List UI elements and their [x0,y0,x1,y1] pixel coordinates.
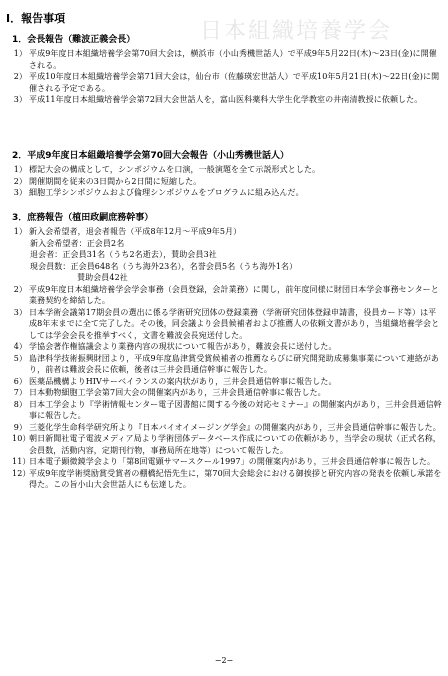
document-title: Ⅰ．報告事項 [6,12,66,25]
section-title: 3．庶務報告（植田政嗣庶務幹事） [12,213,154,223]
item-number: 10） [12,434,31,443]
item-text: 標記大会の構成として，シンポジウムを口演，一般演題を全て示説形式とした。 [29,165,321,174]
item-number: 3） [13,307,27,317]
item-text: 平成11年度日本組織培養学会第72回大会世話人を，富山医科薬科大学生化学教室の井南清教授に依頼した。 [29,95,423,104]
item-text: 平成10年度日本組織培養学会第71回大会は，仙台市（佐藤瑛宏世話人）で平成10年5月21日(木)〜22日(金)に開催される予定である。 [29,72,440,93]
section-title: 2．平成9年度日本組織培養学会第70回大会報告（小山秀機世話人） [12,151,290,161]
list-item [12,226,442,284]
item-text: 学協会著作権協議会より業務内容の現状について報告があり，難波会長に送付した。 [29,342,337,351]
item-text: 島津科学技術振興財団より，平成9年度島津賞受賞候補者の推薦ならびに研究開発助成募集事業について連絡があり，前者は難波会長に依頼，後者は三井会員通信幹事に報告した。 [29,353,440,374]
member-line: 賛助会員42社 [77,273,128,282]
page-number: −2− [214,656,234,665]
list-item [12,341,442,353]
item-number: 9） [13,422,27,432]
item-text: 新入会希望者，退会者報告（平成8年12月〜平成9年5月） [29,227,242,236]
item-text: 平成9年度学術奨励賞受賞者の棚橋紀悟先生に，第70回大会総会における御挨拶と研究内容の発表を依頼し承諾を得た。この旨小山大会世話人にも伝達した。 [29,468,442,489]
item-text: 平成9年度日本組織培養学会第70回大会は，横浜市（小山秀機世話人）で平成9年5月22日(木)〜23日(金)に開催される。 [29,49,437,70]
item-text: 朝日新聞社電子電波メディア局より学術団体データベース作成についての依頼があり，当学会の現状（正式名称，会員数，活動内容，定期刊行物，事務局所在地等）について報告した。 [29,434,441,455]
item-number: 1） [13,49,27,58]
list-item [12,468,442,491]
list-item [12,387,442,399]
member-line: 新入会希望者：正会員2名 [30,238,125,248]
item-number: 3） [13,188,27,197]
list-item [12,433,442,456]
item-text: 開催期間を従来の3日間から2日間に短縮した。 [29,176,202,186]
member-line: 退会者：正会員31名（うち2名逝去），賛助会員3社 [30,250,217,259]
member-line: 現会員数：正会員648名（うち海外23名），名誉会員5名（うち海外1名） [30,261,298,271]
item-number: 3） [13,95,27,104]
item-number: 12） [12,468,31,478]
item-number: 2） [13,72,27,81]
section-conference-report [12,150,442,199]
list-item [12,456,442,468]
list-item [12,376,442,388]
item-number: 1） [13,227,27,236]
item-text: 細胞工学シンポジウムおよび倫理シンポジウムをプログラムに組み込んだ。 [29,188,304,197]
item-number: 8） [13,399,27,409]
item-number: 1） [13,165,27,174]
list-item [12,353,442,376]
list-item [12,94,442,106]
list-item [12,187,442,199]
list-item [12,48,442,71]
section-title: 1．会長報告（難波正義会長） [12,35,136,45]
item-text: 日本電子顕微鏡学会より「第8回電顕サマースクール1997」の開催案内があり，三井会員通信幹事に報告した。 [29,457,436,466]
item-text: 医薬品機構よりHIVサーベイランスの案内状があり，三井会員通信幹事に報告した。 [29,376,337,386]
list-item [12,71,442,94]
item-text: 三菱化学生命科学研究所より『日本バイオイメージング学会』の開催案内があり，三井会員通信幹事に報告した。 [29,422,441,432]
item-number: 6） [13,376,27,386]
list-item [12,164,442,176]
item-text: 平成9年度日本組織培養学会学会事務（会員登録，会計業務）に関し，前年度同様に財団日本学会事務センターと業務契約を締結した。 [29,284,439,305]
item-number: 5） [13,353,27,363]
list-item [12,176,442,188]
list-item [12,422,442,434]
list-item [12,307,442,342]
item-number: 7） [13,388,27,397]
section-general-affairs-report [12,212,442,491]
section-president-report [12,34,442,106]
item-number: 4） [13,342,27,351]
item-text: 日本動物細胞工学会第7回大会の開催案内があり，三井会員通信幹事に報告した。 [29,388,326,397]
watermark: 日本組織培養学会 [200,19,393,44]
list-item [12,399,442,422]
item-text: 日本工学会より『学術情報センター電子図書館に関する今後の対応セミナー』の開催案内があり，三井会員通信幹事に報告した。 [29,399,442,420]
item-number: 11） [12,457,31,466]
item-number: 2） [13,284,27,294]
list-item [12,284,442,307]
item-number: 2） [13,176,27,186]
item-text: 日本学術会議第17期会員の選出に係る学術研究団体の登録業務（学術研究団体登録申請書，役員カード等）は平成8年末までに全て完了した。その後，同会議より会員候補者および推薦人の依頼文書があり，当組織培養学会としては学会会長を推挙すべく，文書を難波会長宛送付した。 [29,307,440,340]
